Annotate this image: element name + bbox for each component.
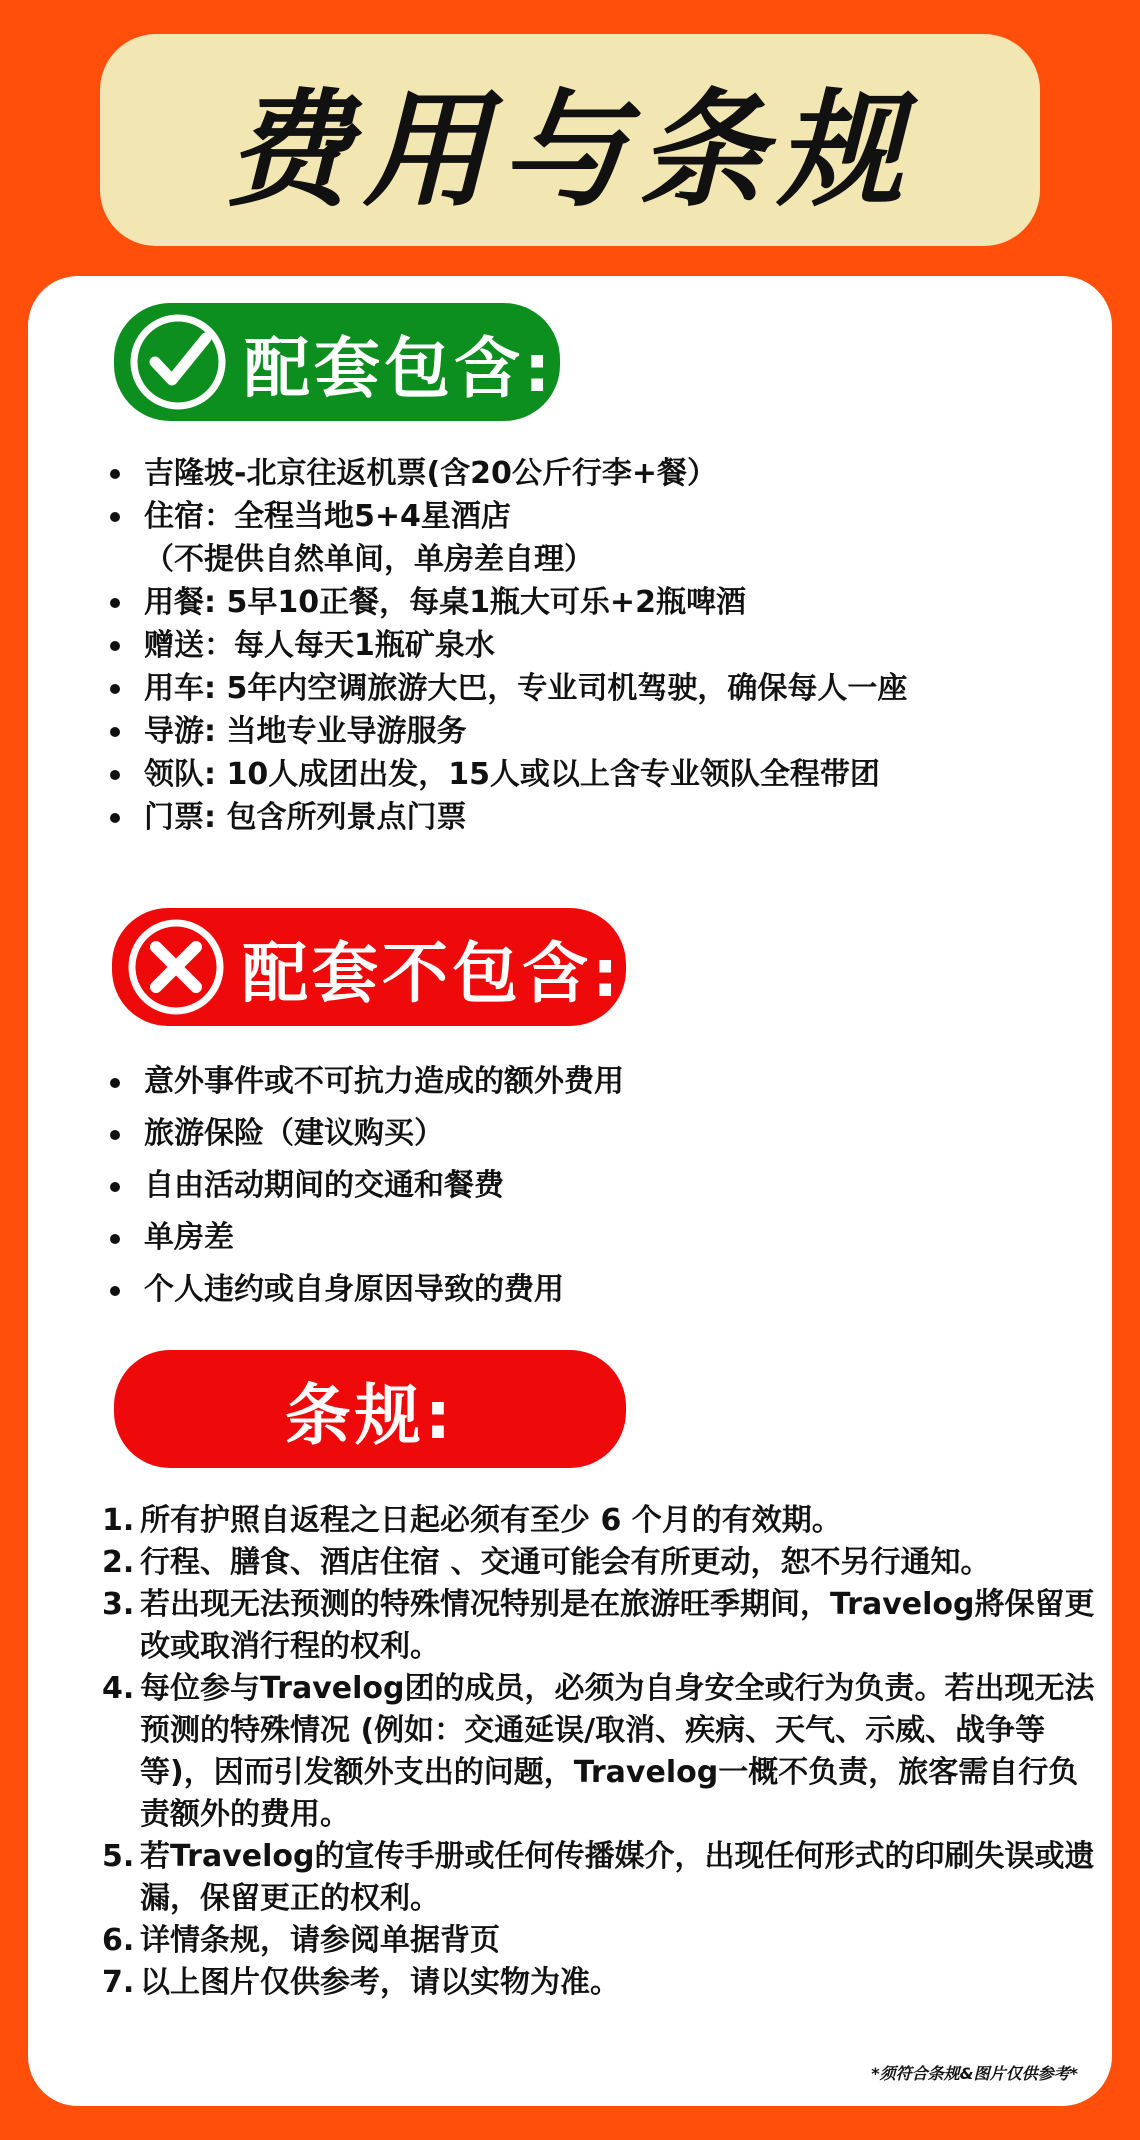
terms-item: 2. 行程、膳食、酒店住宿 、交通可能会有所更动，恕不另行通知。 — [102, 1545, 991, 1580]
excluded-heading-badge — [112, 908, 626, 1026]
page-title: 费用与条规 — [225, 76, 915, 224]
included-item: 住宿：全程当地5+4星酒店 （不提供自然单间，单房差自理） — [106, 495, 907, 581]
included-item: 门票: 包含所列景点门票 — [106, 796, 907, 839]
terms-item: 1. 所有护照自返程之日起必须有至少 6 个月的有效期。 — [102, 1503, 842, 1538]
included-heading: 配套包含: — [244, 329, 555, 407]
included-item: 用车: 5年内空调旅游大巴，专业司机驾驶，确保每人一座 — [106, 667, 907, 710]
included-item: 导游: 当地专业导游服务 — [106, 710, 907, 753]
terms-item: 3. 若出现无法预测的特殊情况特别是在旅游旺季期间，Travelog將保留更改或取消行程的权利。 — [102, 1587, 1095, 1664]
included-item-note: （不提供自然单间，单房差自理） — [144, 542, 594, 577]
terms-item: 4. 每位参与Travelog团的成员，必须为自身安全或行为负责。若出现无法预测的特殊情况 (例如：交通延误/取消、疾病、天气、示威、战争等等)，因而引发额外支出的问题，Travelog一概不负责，旅客需自行负责额外的费用。 — [102, 1671, 1095, 1832]
check-circle-icon — [128, 312, 228, 412]
included-item: 赠送：每人每天1瓶矿泉水 — [106, 624, 907, 667]
terms-heading-badge — [114, 1350, 626, 1468]
excluded-item: 个人违约或自身原因导致的费用 — [106, 1264, 624, 1316]
excluded-heading: 配套不包含: — [242, 934, 623, 1012]
terms-item: 5. 若Travelog的宣传手册或任何传播媒介，出现任何形式的印刷失误或遗漏，保留更正的权利。 — [102, 1839, 1095, 1916]
included-item: 领队: 10人成团出发，15人或以上含专业领队全程带团 — [106, 753, 907, 796]
terms-item: 7. 以上图片仅供参考，请以实物为准。 — [102, 1965, 620, 2000]
excluded-item: 单房差 — [106, 1212, 624, 1264]
terms-heading: 条规: — [284, 1376, 456, 1454]
x-circle-icon — [126, 917, 226, 1017]
terms-item: 6. 详情条规，请参阅单据背页 — [102, 1923, 500, 1958]
included-item: 吉隆坡-北京往返机票(含20公斤行李+餐） — [106, 452, 907, 495]
title-banner — [100, 34, 1040, 246]
included-list — [106, 452, 907, 839]
content-card — [28, 276, 1112, 2106]
included-item: 用餐: 5早10正餐，每桌1瓶大可乐+2瓶啤酒 — [106, 581, 907, 624]
excluded-item: 自由活动期间的交通和餐费 — [106, 1160, 624, 1212]
excluded-list — [106, 1056, 624, 1316]
disclaimer-footnote: *须符合条规&图片仅供参考* — [871, 2064, 1078, 2083]
included-heading-badge — [114, 303, 560, 421]
terms-list — [102, 1500, 1102, 2004]
excluded-item: 旅游保险（建议购买） — [106, 1108, 624, 1160]
excluded-item: 意外事件或不可抗力造成的额外费用 — [106, 1056, 624, 1108]
